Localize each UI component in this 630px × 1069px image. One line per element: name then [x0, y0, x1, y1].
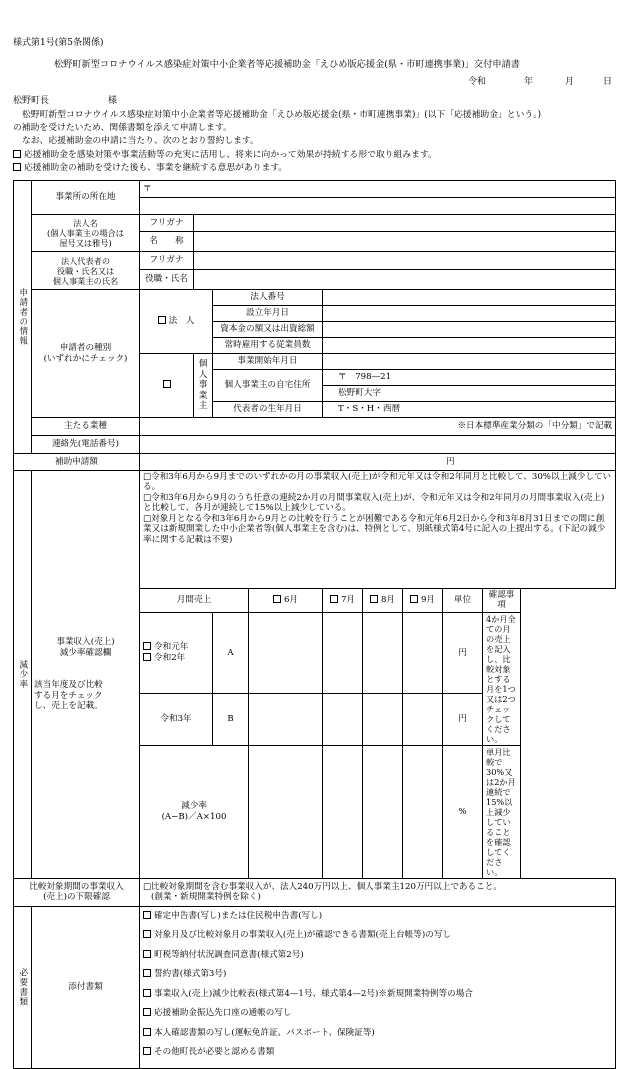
attachment-checkbox[interactable] — [143, 1028, 151, 1036]
rate-6[interactable] — [249, 745, 323, 878]
pledge-1[interactable] — [13, 150, 437, 161]
contact-label: 連絡先(電話番号) — [32, 436, 140, 454]
attachment-item[interactable]: 事業収入(売上)減少比較表(様式第4—1号、様式第4—2号)※新規開業特例等の場合 — [143, 989, 612, 1009]
date-year: 年 — [524, 77, 534, 87]
attachment-item[interactable]: 町税等納付状況調査同意書(様式第2号) — [143, 950, 612, 970]
month-8-checkbox[interactable] — [370, 595, 378, 603]
subsidy-amount-field[interactable]: 円 — [140, 454, 616, 471]
date-month: 月 — [565, 77, 575, 87]
attachment-checkbox[interactable] — [143, 1047, 151, 1055]
lower-limit-check[interactable]: □比較対象期間を含む事業収入が、法人240万円以上、個人事業主120万円以上であること。 (創業・新規開業特例を除く) — [140, 878, 616, 906]
addressee: 松野町長 — [13, 96, 50, 106]
rate-7[interactable] — [323, 745, 363, 878]
individual-type-checkbox[interactable] — [163, 380, 171, 388]
sales-a-6[interactable] — [249, 612, 323, 693]
decline-condition-3[interactable]: □対象月となる令和3年6月から9月との比較を行うことが困難である令和元年6月2日から令和3年8月31日までの間に創業又は新規開業した中小企業者等(個人事業主を含む)は、特例として、別紙様式第4号に記入の上提出する。(下記の減少率に関する記載は不要) — [143, 513, 606, 545]
corp-furigana-field[interactable] — [194, 215, 616, 232]
month-6-option[interactable]: 6月 — [249, 589, 323, 613]
sales-b-9[interactable] — [403, 693, 443, 745]
rate-9[interactable] — [403, 745, 443, 878]
sales-a-7[interactable] — [323, 612, 363, 693]
attachment-item[interactable]: 誓約書(様式第3号) — [143, 969, 612, 989]
decline-section-label: 減少率 — [14, 471, 32, 879]
row-b-unit: 円 — [443, 693, 483, 745]
decline-condition-2[interactable]: □令和3年6月から9月のうち任意の連続2か月の月間事業収入(売上)が、令和元年又は令和2年同月の月間事業収入(売上)と比較して、各月が連続して15%以上減少している。 — [143, 492, 605, 514]
start-date-label: 事業開始年月日 — [213, 354, 323, 370]
attachments-list — [140, 906, 616, 1068]
corp-type-checkbox[interactable] — [158, 316, 166, 324]
intro-line-2: の補助を受けたいため、関係書類を添えて申請します。 — [13, 123, 232, 133]
unit-header: 単位 — [443, 589, 483, 613]
corp-name-field[interactable] — [194, 232, 616, 252]
rep-title-label: 役職・氏名 — [140, 270, 194, 290]
attachment-item[interactable]: 対象月及び比較対象月の事業収入(売上)が確認できる書類(売上台帳等)の写し — [143, 930, 612, 950]
rep-birth-label: 代表者の生年月日 — [213, 402, 323, 418]
year-r3-label: 令和3年 — [140, 693, 213, 745]
corp-name-label: 法人名 (個人事業主の場合は 屋号又は雅号) — [32, 215, 140, 252]
industry-field[interactable]: ※日本標準産業分類の「中分類」で記載 — [140, 418, 616, 436]
row-a-label: A — [213, 612, 249, 693]
industry-label: 主たる業種 — [32, 418, 140, 436]
individual-type-checkbox-cell[interactable] — [140, 354, 194, 418]
business-postal-field[interactable]: 〒 — [140, 181, 616, 198]
decline-condition-1[interactable]: □令和3年6月から9月までのいずれかの月の事業収入(売上)が令和元年又は令和2年同月と比較して、30%以上減少している。 — [143, 472, 612, 493]
contact-field[interactable] — [140, 436, 616, 454]
date-day: 日 — [603, 77, 613, 87]
lower-limit-label: 比較対象期間の事業収入 (売上)の下限確認 — [14, 878, 140, 906]
form-number: 様式第1号(第5条関係) — [13, 38, 104, 48]
home-postal-field[interactable]: 〒 798―21 — [323, 370, 616, 386]
sales-a-9[interactable] — [403, 612, 443, 693]
month-8-option[interactable]: 8月 — [363, 589, 403, 613]
capital-field[interactable] — [323, 322, 616, 338]
pledge-2-checkbox[interactable] — [13, 163, 21, 171]
form-title: 松野町新型コロナウイルス感染症対策中小企業者等応援補助金「えひめ版応援金(県・市町連携事業)」交付申請書 — [54, 59, 520, 70]
year-r2-checkbox[interactable] — [143, 653, 151, 661]
rep-furigana-field[interactable] — [194, 252, 616, 270]
decline-conditions[interactable] — [140, 471, 616, 589]
corp-number-field[interactable] — [323, 290, 616, 306]
monthly-sales-label: 月間売上 — [140, 589, 249, 613]
pledge-2[interactable] — [13, 163, 287, 174]
confirmation-header: 確認事項 — [483, 589, 521, 613]
rep-furigana-label: フリガナ — [140, 252, 194, 270]
attachment-item[interactable]: 本人確認書類の写し(運転免許証、パスポート、保険証等) — [143, 1028, 612, 1048]
attachments-label: 添付書類 — [32, 906, 140, 1068]
individual-type-label: 個人 事業 主 — [194, 354, 213, 418]
sales-a-8[interactable] — [363, 612, 403, 693]
attachment-item[interactable]: 確定申告書(写し)または住民税申告書(写し) — [143, 911, 612, 931]
employees-field[interactable] — [323, 338, 616, 354]
application-form-table — [13, 180, 616, 1069]
intro-line-3: なお、応援補助金の申請に当たり、次のとおり誓約します。 — [22, 136, 259, 146]
row-a-unit: 円 — [443, 612, 483, 693]
capital-label: 資本金の額又は出資総額 — [213, 322, 323, 338]
attachment-checkbox[interactable] — [143, 930, 151, 938]
month-7-checkbox[interactable] — [330, 595, 338, 603]
sales-b-8[interactable] — [363, 693, 403, 745]
established-label: 設立年月日 — [213, 306, 323, 322]
representative-label: 法人代表者の 役職・氏名又は 個人事業主の氏名 — [32, 252, 140, 290]
subsidy-amount-label: 補助申請額 — [14, 454, 140, 471]
year-r1-checkbox[interactable] — [143, 642, 151, 650]
business-address-field[interactable] — [140, 198, 616, 215]
rate-unit: % — [443, 745, 483, 878]
established-field[interactable] — [323, 306, 616, 322]
confirmation-note-2: 単月比較で30%又は2か月連続で15%以上減少していることを確認してください。 — [483, 745, 521, 878]
home-address-field[interactable]: 松野町大字 — [323, 386, 616, 402]
applicant-section-label: 申請者の情報 — [14, 181, 32, 454]
employees-label: 常時雇用する従業員数 — [213, 338, 323, 354]
business-address-label: 事業所の所在地 — [32, 181, 140, 215]
month-9-option[interactable]: 9月 — [403, 589, 443, 613]
sales-b-7[interactable] — [323, 693, 363, 745]
month-9-checkbox[interactable] — [410, 595, 418, 603]
attachment-checkbox[interactable] — [143, 1008, 151, 1016]
pledge-1-text: 応援補助金を感染対策や事業活動等の充実に活用し、将来に向かって効果が持続する形で取り組みます。 — [24, 150, 437, 160]
sales-b-6[interactable] — [249, 693, 323, 745]
intro-line-1: 松野町新型コロナウイルス感染症対策中小企業者等応援補助金「えひめ版応援金(県・市町連携事業)」(以下「応援補助金」という。) — [22, 110, 542, 120]
pledge-2-text: 応援補助金の補助を受けた後も、事業を継続する意思があります。 — [24, 163, 288, 173]
base-year-options[interactable]: 令和元年 令和2年 — [140, 612, 213, 693]
documents-section-label: 必要書類 — [14, 906, 32, 1068]
corp-number-label: 法人番号 — [213, 290, 323, 306]
attachment-checkbox[interactable] — [143, 911, 151, 919]
attachment-checkbox[interactable] — [143, 989, 151, 997]
pledge-1-checkbox[interactable] — [13, 150, 21, 158]
rep-title-field[interactable] — [194, 270, 616, 290]
attachment-item[interactable]: その他町長が必要と認める書類 — [143, 1047, 612, 1067]
row-b-label: B — [213, 693, 249, 745]
applicant-type-label: 申請者の種別 (いずれかにチェック) — [32, 290, 140, 418]
corp-name-field-label: 名 称 — [140, 232, 194, 252]
corp-furigana-label: フリガナ — [140, 215, 194, 232]
month-7-option[interactable]: 7月 — [323, 589, 363, 613]
corp-type-option[interactable]: 法 人 — [140, 290, 213, 354]
start-date-field[interactable] — [323, 354, 616, 370]
decline-check-label: 事業収入(売上) 減少率確認欄 該当年度及び比較 する月をチェック し、売上を記載。 — [32, 471, 140, 879]
month-6-checkbox[interactable] — [273, 595, 281, 603]
attachment-checkbox[interactable] — [143, 969, 151, 977]
attachment-item[interactable]: 応援補助金振込先口座の通帳の写し — [143, 1008, 612, 1028]
date-era: 令和 — [468, 77, 487, 87]
home-address-label: 個人事業主の自宅住所 — [213, 370, 323, 402]
rate-8[interactable] — [363, 745, 403, 878]
decline-rate-label: 減少率 (A−B)／A×100 — [140, 745, 249, 878]
addressee-honorific: 様 — [108, 96, 118, 106]
attachment-checkbox[interactable] — [143, 950, 151, 958]
confirmation-note-1: 4か月全ての月の売上を記入し、比較対象とする月を1つ又は2つチェックしてください。 — [483, 612, 521, 745]
rep-birth-field[interactable]: T・S・H・西暦 — [323, 402, 616, 418]
